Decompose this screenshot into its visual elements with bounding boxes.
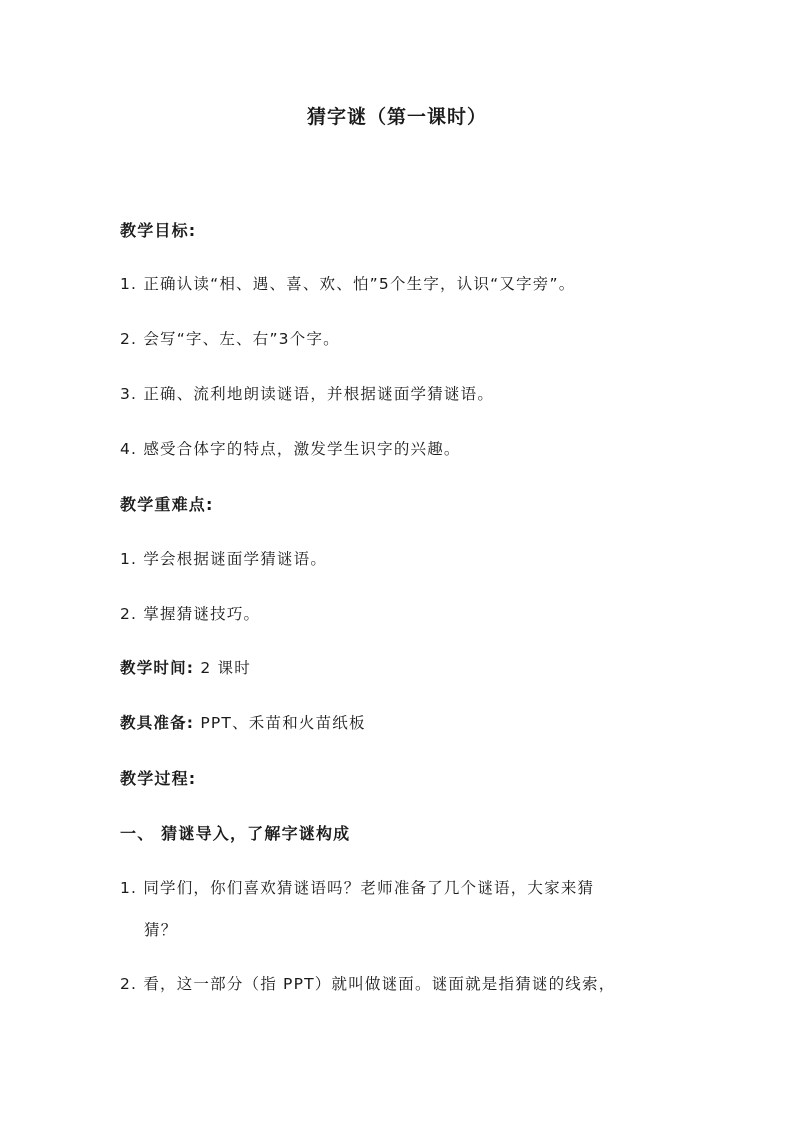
process-step-2-line-1: 2. 看，这一部分（指 PPT）就叫做谜面。谜面就是指猜谜的线索， xyxy=(120,975,616,993)
process-heading: 教学过程: xyxy=(120,769,197,788)
process-step-1-line-2: 猜？ xyxy=(144,921,178,939)
teaching-tools-value: PPT、禾苗和火苗纸板 xyxy=(194,714,366,732)
teaching-time-label: 教学时间: xyxy=(120,659,195,677)
objective-item-2: 2. 会写“字、左、右”3个字。 xyxy=(120,330,340,348)
teaching-tools xyxy=(120,711,680,733)
key-point-item-2: 2. 掌握猜谜技巧。 xyxy=(120,605,261,623)
teaching-time xyxy=(120,656,680,678)
objective-item-4: 4. 感受合体字的特点，激发学生识字的兴趣。 xyxy=(120,440,461,458)
process-section-1-heading: 一、 猜谜导入，了解字谜构成 xyxy=(120,824,351,843)
objective-item-3: 3. 正确、流利地朗读谜语，并根据谜面学猜谜语。 xyxy=(120,385,495,403)
key-point-item-1: 1. 学会根据谜面学猜谜语。 xyxy=(120,550,328,568)
objectives-heading: 教学目标: xyxy=(120,221,197,240)
teaching-tools-label: 教具准备: xyxy=(120,714,195,732)
key-points-heading: 教学重难点: xyxy=(120,495,214,514)
process-step-1-line-1: 1. 同学们，你们喜欢猜谜语吗？老师准备了几个谜语，大家来猜 xyxy=(120,879,595,897)
objective-item-1: 1. 正确认读“相、遇、喜、欢、怕”5个生字，认识“又字旁”。 xyxy=(120,275,576,293)
page-title: 猜字谜（第一课时） xyxy=(306,106,487,128)
teaching-time-value: 2 课时 xyxy=(194,659,251,677)
